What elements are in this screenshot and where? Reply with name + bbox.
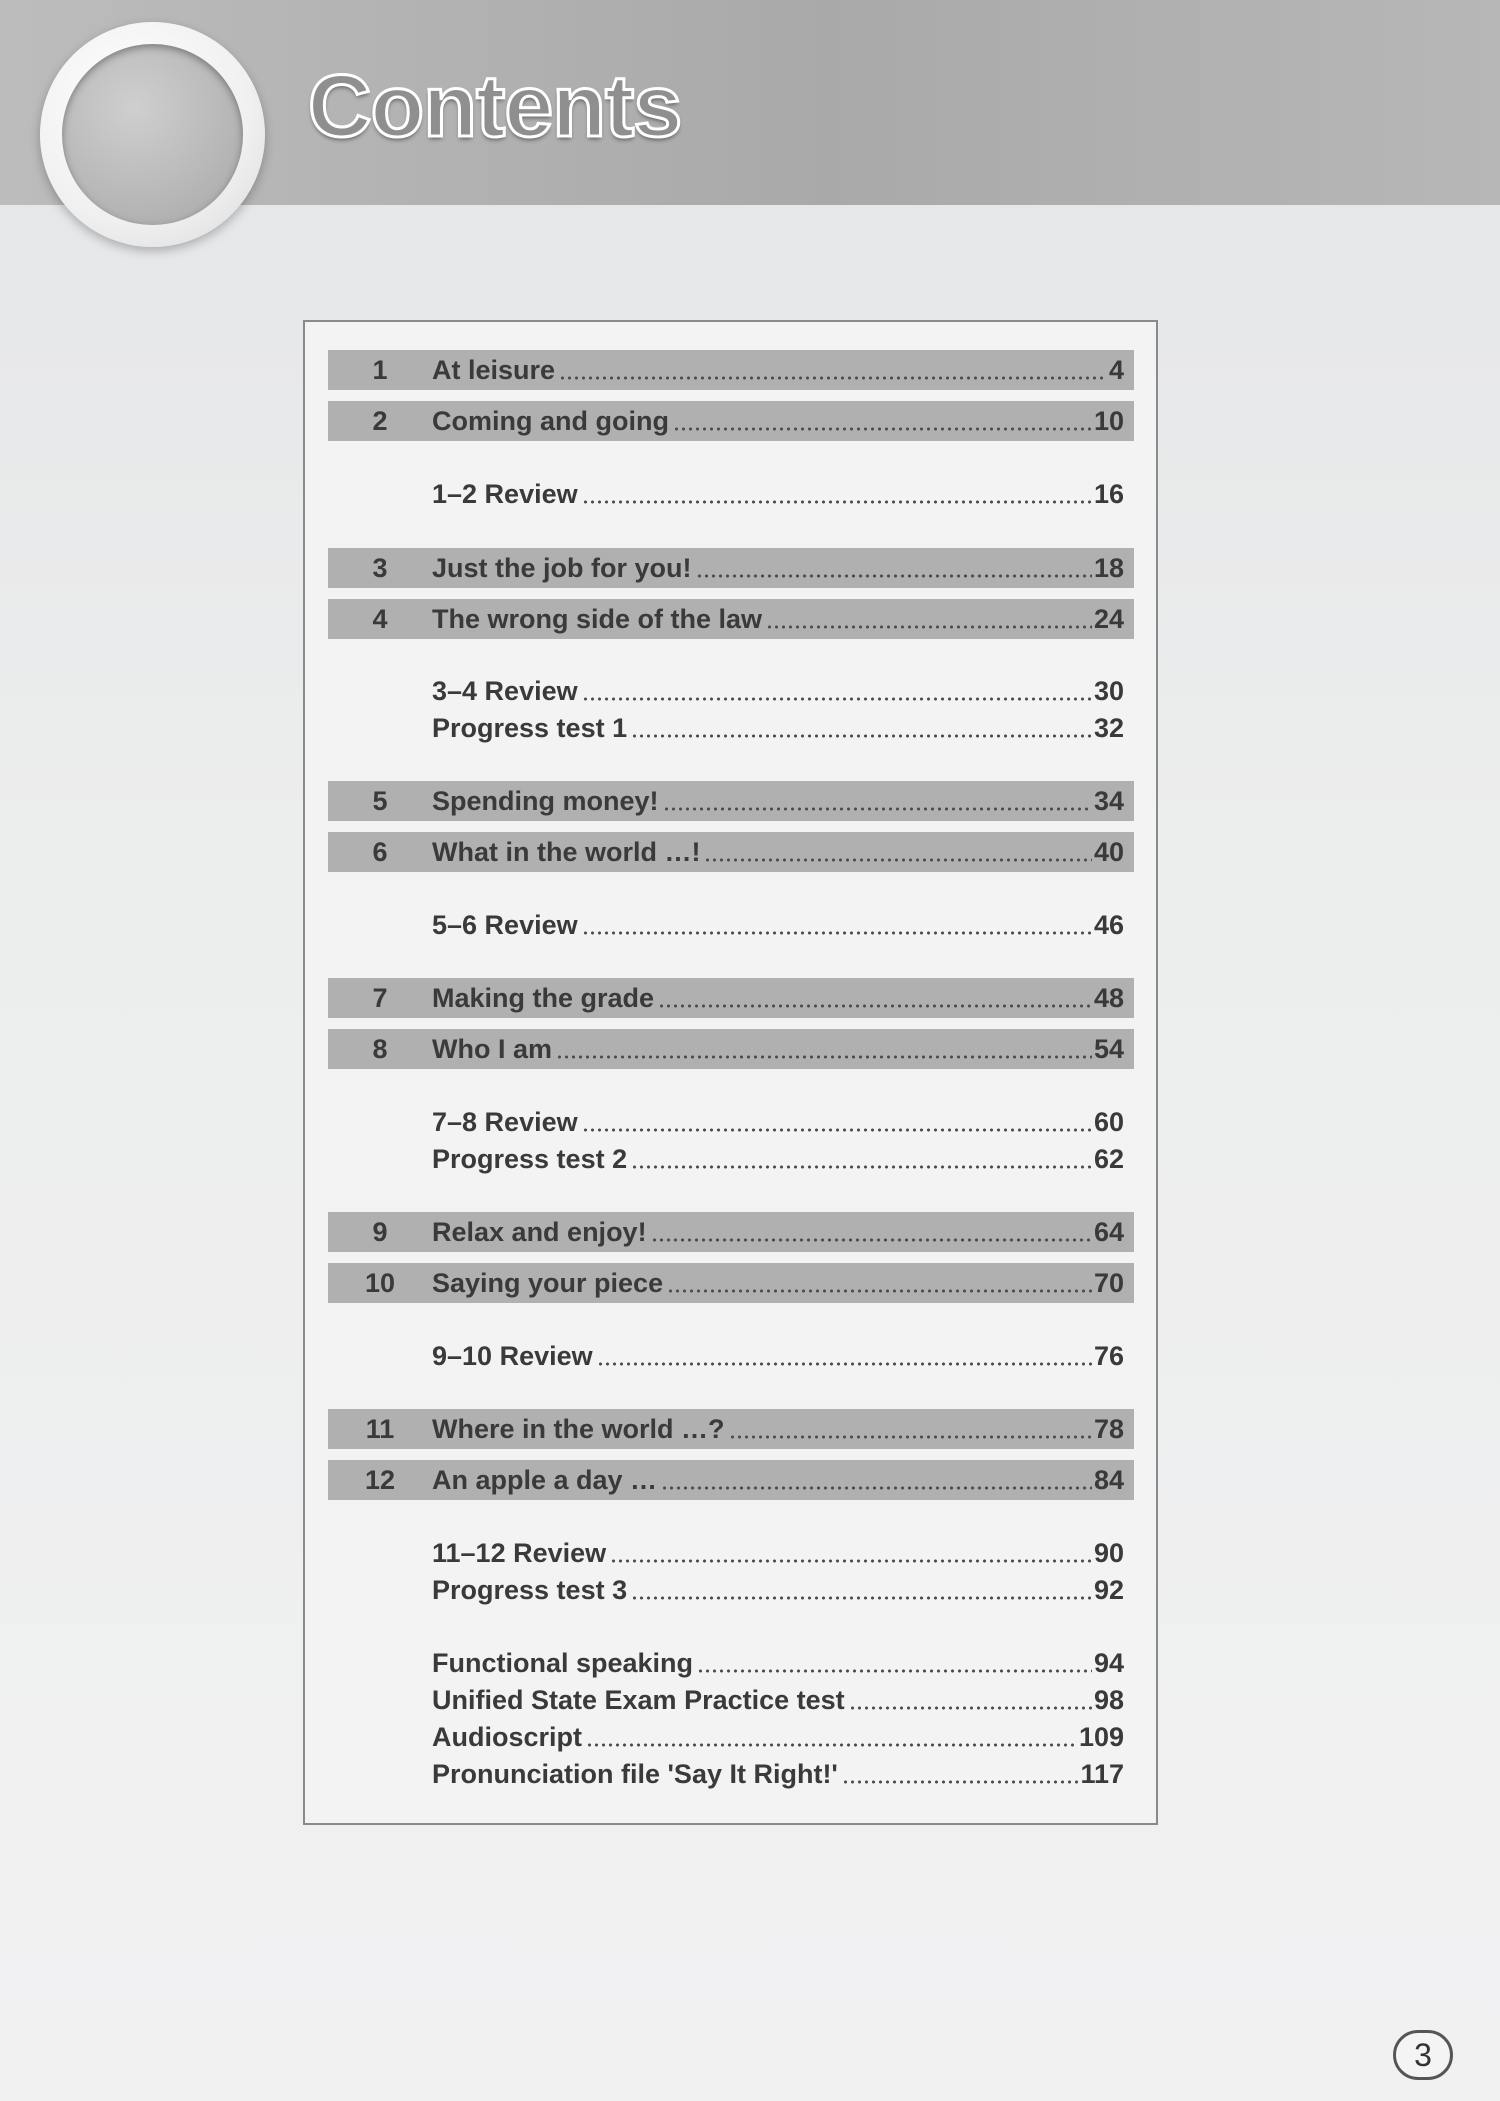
toc-title: Coming and going <box>432 405 669 436</box>
toc-row-13[interactable] <box>328 1102 1134 1142</box>
toc-leader-dots <box>696 567 1092 579</box>
toc-page-number: 70 <box>1093 1267 1124 1298</box>
toc-unit-number: 10 <box>364 1267 396 1298</box>
toc-page-number: 16 <box>1093 478 1124 509</box>
toc-leader-dots <box>597 1355 1092 1367</box>
toc-page-number: 54 <box>1093 1033 1124 1064</box>
toc-page-number: 64 <box>1093 1216 1124 1247</box>
toc-leader-dots <box>697 1662 1092 1674</box>
toc-row-15[interactable] <box>328 1212 1134 1252</box>
toc-unit-number: 6 <box>372 836 388 867</box>
toc-page-number: 117 <box>1080 1758 1124 1789</box>
toc-page-number: 92 <box>1093 1574 1124 1605</box>
page-title: Contents <box>308 56 682 155</box>
toc-row-19[interactable] <box>328 1460 1134 1500</box>
toc-leader-dots <box>729 1428 1092 1440</box>
toc-row-24[interactable] <box>328 1717 1134 1757</box>
toc-page-number: 60 <box>1093 1106 1124 1137</box>
toc-title: Audioscript <box>432 1721 583 1752</box>
toc-title: 5–6 Review <box>432 909 578 940</box>
toc-row-20[interactable] <box>328 1533 1134 1573</box>
toc-title: 7–8 Review <box>432 1106 578 1137</box>
toc-row-23[interactable] <box>328 1680 1134 1720</box>
toc-page-number: 84 <box>1093 1464 1124 1495</box>
page-number-badge: 3 <box>1393 2030 1453 2080</box>
toc-unit-number: 4 <box>372 603 388 634</box>
toc-leader-dots <box>631 1589 1092 1601</box>
toc-title: Where in the world …? <box>432 1413 725 1444</box>
toc-leader-dots <box>559 369 1107 381</box>
toc-unit-number: 5 <box>372 785 388 816</box>
toc-leader-dots <box>631 1158 1092 1170</box>
toc-row-8[interactable] <box>328 781 1134 821</box>
toc-row-3[interactable] <box>328 474 1134 514</box>
toc-row-18[interactable] <box>328 1409 1134 1449</box>
toc-title: 9–10 Review <box>432 1340 593 1371</box>
toc-leader-dots <box>658 997 1092 1009</box>
toc-title: Progress test 2 <box>432 1143 628 1174</box>
toc-title: The wrong side of the law <box>432 603 763 634</box>
toc-page-number: 62 <box>1093 1143 1124 1174</box>
toc-title: 1–2 Review <box>432 478 578 509</box>
toc-row-14[interactable] <box>328 1139 1134 1179</box>
toc-leader-dots <box>849 1699 1092 1711</box>
toc-title: Saying your piece <box>432 1267 664 1298</box>
toc-page-number: 10 <box>1093 405 1124 436</box>
toc-row-16[interactable] <box>328 1263 1134 1303</box>
toc-page-number: 78 <box>1093 1413 1124 1444</box>
toc-page-number: 90 <box>1093 1537 1124 1568</box>
toc-leader-dots <box>842 1773 1079 1785</box>
toc-row-5[interactable] <box>328 599 1134 639</box>
toc-leader-dots <box>673 420 1092 432</box>
toc-title: Pronunciation file 'Say It Right!' <box>432 1758 838 1789</box>
toc-row-1[interactable] <box>328 350 1134 390</box>
toc-row-21[interactable] <box>328 1570 1134 1610</box>
toc-page-number: 18 <box>1093 552 1124 583</box>
toc-row-12[interactable] <box>328 1029 1134 1069</box>
toc-leader-dots <box>556 1048 1092 1060</box>
toc-leader-dots <box>661 1479 1092 1491</box>
toc-title: An apple a day … <box>432 1464 658 1495</box>
toc-page-number: 48 <box>1093 982 1124 1013</box>
toc-unit-number: 2 <box>372 405 388 436</box>
toc-row-22[interactable] <box>328 1643 1134 1683</box>
toc-title: What in the world …! <box>432 836 701 867</box>
toc-leader-dots <box>582 493 1092 505</box>
toc-row-2[interactable] <box>328 401 1134 441</box>
toc-title: Progress test 1 <box>432 712 628 743</box>
toc-leader-dots <box>582 1121 1092 1133</box>
toc-page-number: 34 <box>1093 785 1124 816</box>
toc-unit-number: 9 <box>372 1216 388 1247</box>
toc-leader-dots <box>766 618 1092 630</box>
toc-page-number: 94 <box>1093 1647 1124 1678</box>
toc-page-number: 24 <box>1093 603 1124 634</box>
toc-leader-dots <box>651 1231 1092 1243</box>
toc-leader-dots <box>586 1736 1077 1748</box>
toc-title: Making the grade <box>432 982 655 1013</box>
toc-leader-dots <box>667 1282 1092 1294</box>
toc-page-number: 109 <box>1078 1721 1124 1752</box>
toc-unit-number: 3 <box>372 552 388 583</box>
toc-row-10[interactable] <box>328 905 1134 945</box>
toc-page-number: 46 <box>1093 909 1124 940</box>
toc-title: Relax and enjoy! <box>432 1216 647 1247</box>
toc-row-25[interactable] <box>328 1754 1134 1794</box>
toc-title: Progress test 3 <box>432 1574 628 1605</box>
toc-page-number: 98 <box>1093 1684 1124 1715</box>
toc-page-number: 40 <box>1093 836 1124 867</box>
toc-page-number: 30 <box>1093 675 1124 706</box>
toc-title: 11–12 Review <box>432 1537 607 1568</box>
toc-title: 3–4 Review <box>432 675 578 706</box>
toc-title: Just the job for you! <box>432 552 692 583</box>
toc-title: Unified State Exam Practice test <box>432 1684 845 1715</box>
toc-page-number: 4 <box>1108 354 1124 385</box>
toc-title: Who I am <box>432 1033 552 1064</box>
toc-leader-dots <box>631 727 1092 739</box>
toc-leader-dots <box>582 924 1092 936</box>
circle-emblem-inner <box>62 44 243 225</box>
toc-leader-dots <box>610 1552 1092 1564</box>
toc-unit-number: 11 <box>365 1413 395 1444</box>
toc-unit-number: 1 <box>372 354 388 385</box>
toc-leader-dots <box>663 800 1092 812</box>
toc-unit-number: 8 <box>372 1033 388 1064</box>
toc-unit-number: 7 <box>372 982 388 1013</box>
toc-leader-dots <box>582 690 1092 702</box>
toc-leader-dots <box>704 851 1091 863</box>
toc-row-17[interactable] <box>328 1336 1134 1376</box>
toc-row-7[interactable] <box>328 708 1134 748</box>
toc-title: At leisure <box>432 354 556 385</box>
toc-row-9[interactable] <box>328 832 1134 872</box>
toc-title: Spending money! <box>432 785 659 816</box>
toc-row-11[interactable] <box>328 978 1134 1018</box>
table-of-contents <box>303 320 1158 1825</box>
toc-unit-number: 12 <box>364 1464 396 1495</box>
toc-page-number: 32 <box>1093 712 1124 743</box>
toc-page-number: 76 <box>1093 1340 1124 1371</box>
toc-row-4[interactable] <box>328 548 1134 588</box>
toc-title: Functional speaking <box>432 1647 694 1678</box>
circle-emblem-icon <box>40 22 265 247</box>
toc-row-6[interactable] <box>328 671 1134 711</box>
